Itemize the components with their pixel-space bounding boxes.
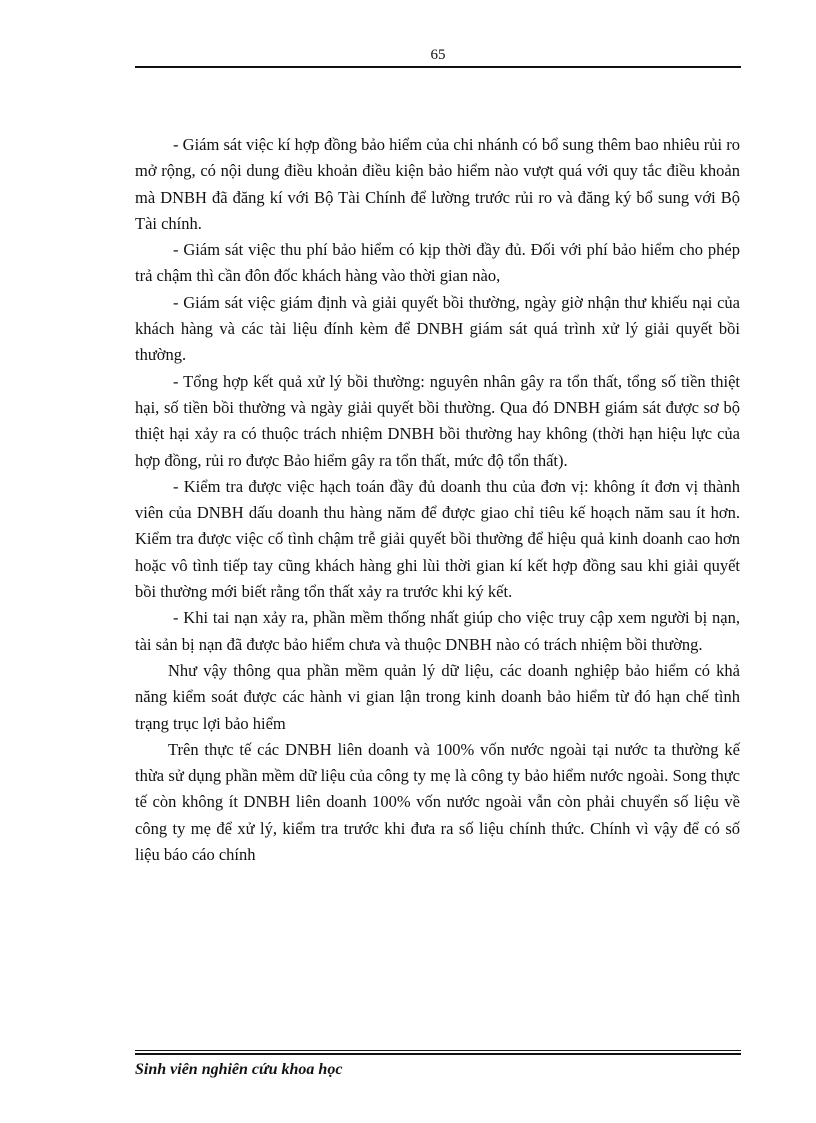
body-text [135, 132, 740, 868]
paragraph-5: - Kiểm tra được việc hạch toán đầy đủ doanh thu của đơn vị: không ít đơn vị thành viên của DNBH dấu doanh thu hàng năm để được giao chỉ tiêu kế hoạch năm sau ít hơn. Kiểm tra được việc cố tình chậm trễ giải quyết bồi thường để hiệu quả kinh doanh cao hơn hoặc vô tình tiếp tay cũng khách hàng ghi lùi thời gian kí kết hợp đồng sau khi giải quyết bồi thường mới biết rằng tổn thất xảy ra trước khi ký kết. [135, 476, 740, 602]
paragraph-7: Như vậy thông qua phần mềm quản lý dữ liệu, các doanh nghiệp bảo hiểm có khả năng kiểm soát được các hành vi gian lận trong kinh doanh bảo hiểm từ đó hạn chế tình trạng trục lợi bảo hiểm [135, 660, 740, 733]
paragraph-2: - Giám sát việc thu phí bảo hiểm có kịp thời đầy đủ. Đối với phí bảo hiểm cho phép trả chậm thì cần đôn đốc khách hàng vào thời gian nào, [135, 240, 740, 286]
paragraph-3: - Giám sát việc giám định và giải quyết bồi thường, ngày giờ nhận thư khiếu nại của khách hàng và các tài liệu đính kèm để DNBH giám sát quá trình xử lý giải quyết bồi thường. [135, 292, 740, 365]
paragraph-8: Trên thực tế các DNBH liên doanh và 100% vốn nước ngoài tại nước ta thường kế thừa sử dụng phần mềm dữ liệu của công ty mẹ là công ty bảo hiểm nước ngoài. Song thực tế còn không ít DNBH liên doanh 100% vốn nước ngoài vẫn còn phải chuyển số liệu về công ty mẹ để xử lý, kiểm tra trước khi đưa ra số liệu chính thức. Chính vì vậy để có số liệu báo cáo chính [135, 739, 740, 865]
paragraph-6: - Khi tai nạn xảy ra, phần mềm thống nhất giúp cho việc truy cập xem người bị nạn, tài sản bị nạn đã được bảo hiểm chưa và thuộc DNBH nào có trách nhiệm bồi thường. [135, 608, 740, 654]
header-rule [135, 66, 741, 68]
paragraph-4: - Tổng hợp kết quả xử lý bồi thường: nguyên nhân gây ra tổn thất, tổng số tiền thiệt hại, số tiền bồi thường và ngày giải quyết bồi thường. Qua đó DNBH giám sát được sơ bộ thiệt hại xảy ra có thuộc trách nhiệm DNBH bồi thường hay không (thời hạn hiệu lực của hợp đồng, rủi ro được Bảo hiểm gây ra tổn thất, mức độ tổn thất). [135, 371, 740, 470]
footer-rule-thick [135, 1053, 741, 1055]
footer-text: Sinh viên nghiên cứu khoa học [135, 1061, 343, 1078]
page-number: 65 [430, 47, 446, 63]
footer-rule-thin [135, 1050, 741, 1051]
paragraph-1: - Giám sát việc kí hợp đồng bảo hiểm của chi nhánh có bổ sung thêm bao nhiêu rủi ro mở rộng, có nội dung điều khoản điều kiện bảo hiểm nào vượt quá với quy tắc điều khoản mà DNBH đã đăng kí với Bộ Tài Chính để lường trước rủi ro và đăng ký bổ sung với Bộ Tài chính. [135, 135, 740, 233]
page-header [135, 44, 741, 68]
